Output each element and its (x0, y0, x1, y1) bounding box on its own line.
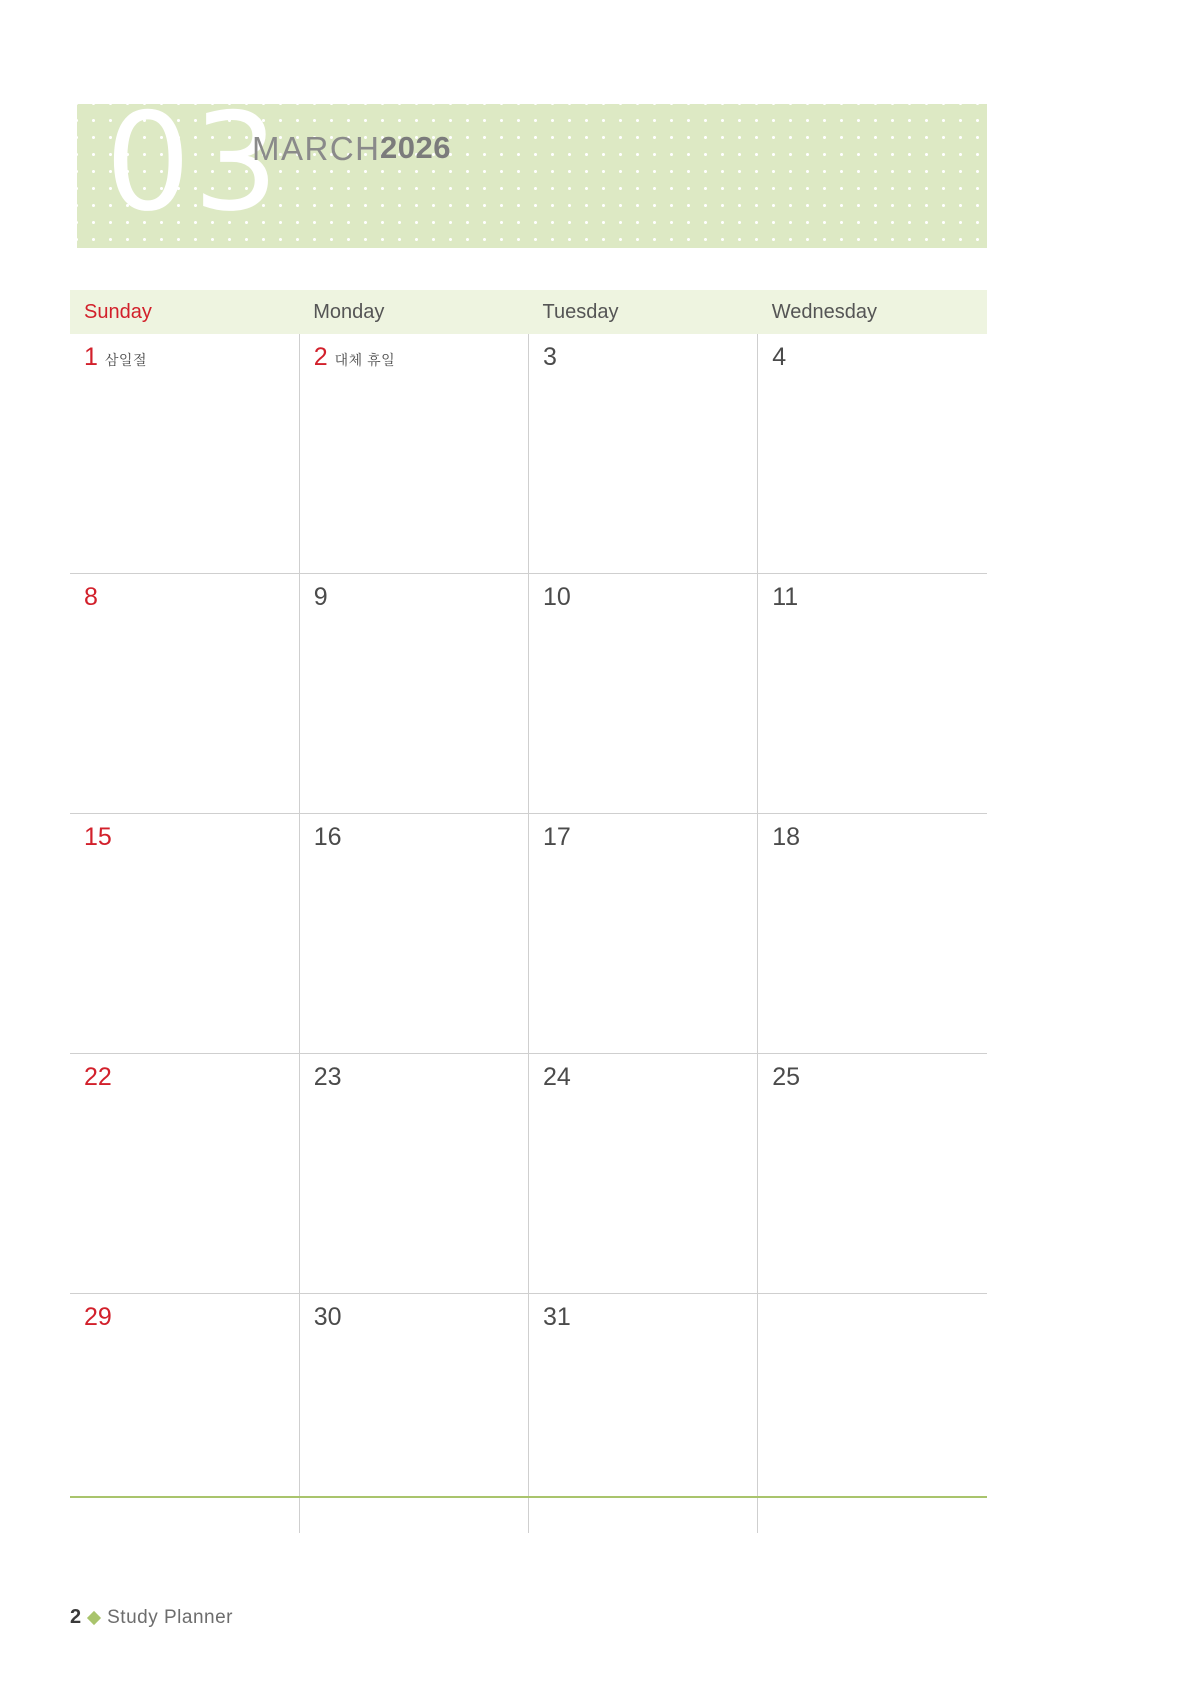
day-number: 24 (543, 1063, 571, 1091)
day-number: 9 (313, 583, 328, 611)
page-number: 2 (70, 1606, 82, 1628)
day-cell-head (772, 342, 987, 372)
day-cell-head (84, 582, 299, 612)
weekday-header-sunday: Sunday (70, 290, 299, 334)
month-year: 2026 (380, 130, 451, 165)
day-cell-head (314, 822, 528, 852)
weekday-header-monday: Monday (299, 290, 528, 334)
day-cell-head (772, 582, 987, 612)
day-cell[interactable] (529, 574, 758, 814)
day-number: 16 (313, 823, 342, 851)
month-number: 03 (105, 104, 281, 241)
calendar-week-row (70, 1054, 987, 1294)
day-number: 30 (313, 1303, 342, 1331)
weekday-header-row (70, 290, 987, 334)
day-cell[interactable] (299, 814, 528, 1054)
day-cell-head (772, 1062, 987, 1092)
day-number: 8 (84, 583, 98, 611)
calendar-week-row (70, 574, 987, 814)
day-cell[interactable] (758, 334, 987, 574)
day-cell[interactable] (70, 574, 299, 814)
day-cell-head (543, 1302, 757, 1332)
day-number: 18 (772, 823, 801, 851)
day-number: 31 (543, 1303, 571, 1331)
day-number: 25 (772, 1063, 801, 1091)
day-cell-head (543, 342, 757, 372)
day-cell[interactable] (758, 814, 987, 1054)
day-number: 11 (772, 583, 799, 611)
footer-label: Study Planner (107, 1606, 233, 1628)
day-cell[interactable] (758, 1054, 987, 1294)
day-note: 삼일절 (104, 352, 147, 368)
month-banner (77, 104, 987, 248)
day-cell-head (543, 822, 757, 852)
day-note: 대체 휴일 (334, 352, 396, 368)
day-cell-head (84, 1062, 299, 1092)
day-number: 10 (543, 583, 571, 611)
calendar-table (70, 290, 987, 1533)
day-cell-head (314, 1302, 528, 1332)
day-cell-head (84, 342, 299, 372)
calendar-body (70, 334, 987, 1533)
day-cell[interactable] (529, 334, 758, 574)
day-cell[interactable] (299, 1054, 528, 1294)
day-number: 23 (313, 1063, 342, 1091)
day-cell[interactable] (299, 574, 528, 814)
day-number: 22 (84, 1063, 112, 1091)
day-cell[interactable] (529, 1054, 758, 1294)
day-cell-head (772, 822, 987, 852)
day-cell-head (543, 582, 757, 612)
calendar-week-row (70, 334, 987, 574)
month-banner-inner (77, 104, 987, 248)
day-cell-head (314, 582, 528, 612)
footer (70, 1606, 233, 1629)
day-cell[interactable] (758, 574, 987, 814)
calendar-week-row (70, 814, 987, 1054)
day-number: 1 (84, 343, 98, 371)
day-cell-head (543, 1062, 757, 1092)
diamond-icon (87, 1610, 101, 1624)
day-cell[interactable] (70, 1054, 299, 1294)
day-number: 2 (313, 343, 328, 371)
calendar-head (70, 290, 987, 334)
day-cell-head (314, 342, 528, 372)
bottom-rule (70, 1496, 987, 1498)
month-name: MARCH (252, 130, 381, 167)
day-cell[interactable] (70, 334, 299, 574)
day-number: 29 (84, 1303, 112, 1331)
weekday-header-wednesday: Wednesday (758, 290, 987, 334)
day-number: 15 (84, 823, 112, 851)
day-cell-head (84, 822, 299, 852)
day-cell[interactable] (299, 334, 528, 574)
day-number: 4 (772, 343, 787, 371)
day-cell-head (84, 1302, 299, 1332)
day-cell[interactable] (70, 814, 299, 1054)
day-cell-head (314, 1062, 528, 1092)
day-cell[interactable] (529, 814, 758, 1054)
weekday-header-tuesday: Tuesday (529, 290, 758, 334)
day-number: 3 (543, 343, 557, 371)
day-number: 17 (543, 823, 571, 851)
